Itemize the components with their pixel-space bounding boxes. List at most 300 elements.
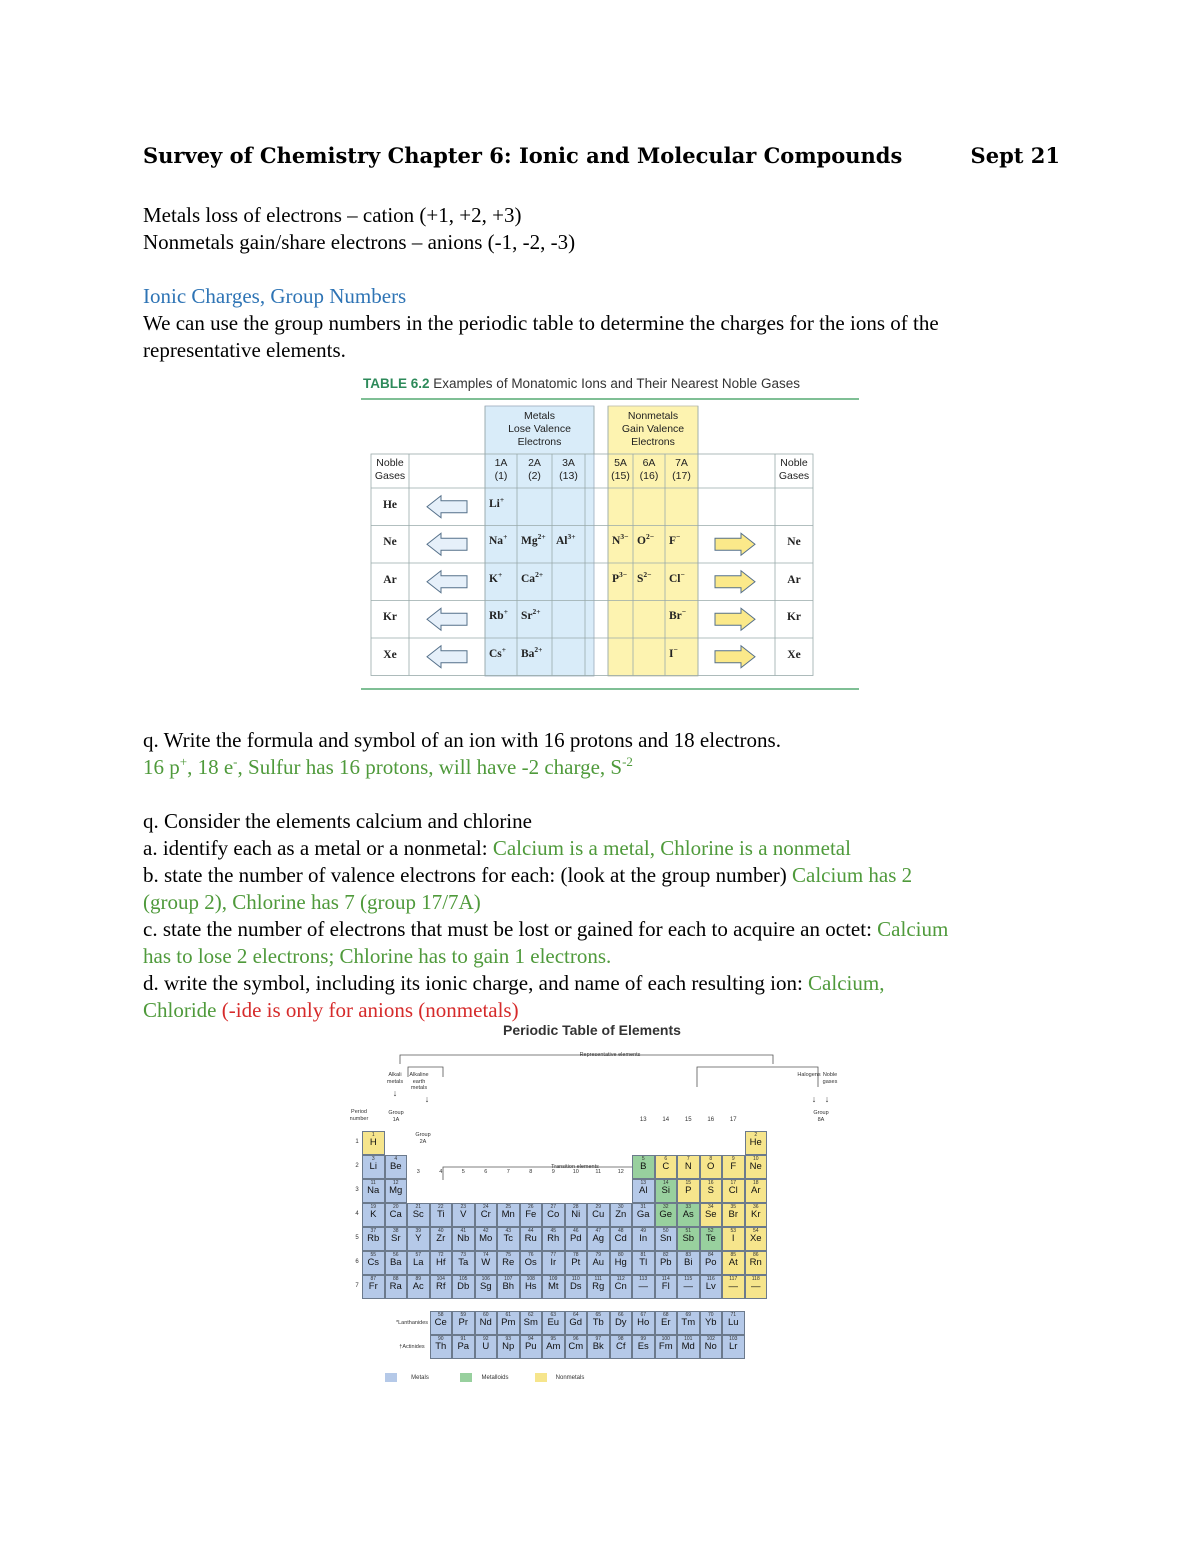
element-26 (520, 1203, 543, 1227)
element-80 (610, 1251, 633, 1275)
atomic-number: 2 (754, 1132, 758, 1138)
atomic-number: 49 (640, 1228, 647, 1234)
atomic-number: 106 (481, 1276, 490, 1282)
element-28 (565, 1203, 588, 1227)
atomic-number: 23 (460, 1204, 467, 1210)
element-symbol: Kr (751, 1209, 761, 1220)
element-104 (430, 1275, 453, 1299)
element-symbol: Sg (479, 1281, 492, 1292)
atomic-number: 102 (706, 1336, 715, 1342)
element-49 (632, 1227, 655, 1251)
element-86 (745, 1251, 768, 1275)
element-symbol: Lv (705, 1281, 716, 1292)
element-symbol: W (481, 1257, 491, 1268)
element-symbol: Eu (547, 1317, 560, 1328)
element-44 (520, 1227, 543, 1251)
element-symbol: Ir (550, 1257, 557, 1268)
atomic-number: 93 (505, 1336, 512, 1342)
period-number-label: Period number (349, 1109, 369, 1122)
ion-charge: − (673, 644, 678, 654)
f-block-element (632, 1311, 655, 1335)
element-45 (542, 1227, 565, 1251)
element-symbol: Sn (659, 1233, 672, 1244)
element-symbol: Tb (592, 1317, 604, 1328)
f-block-element (565, 1335, 588, 1359)
element-symbol: Nb (457, 1233, 470, 1244)
ion-na (489, 532, 508, 548)
atomic-number: 104 (436, 1276, 445, 1282)
atomic-number: 57 (415, 1252, 422, 1258)
atomic-number: 96 (572, 1336, 579, 1342)
element-52 (700, 1227, 723, 1251)
element-73 (452, 1251, 475, 1275)
element-symbol: N (684, 1161, 692, 1172)
element-symbol: Cd (614, 1233, 627, 1244)
atomic-number: 64 (572, 1312, 579, 1318)
element-symbol: Zn (615, 1209, 627, 1220)
atomic-number: 46 (572, 1228, 579, 1234)
periodic-table-figure (340, 1022, 860, 1392)
element-54 (745, 1227, 768, 1251)
group-header-1a: 1A (1) (494, 457, 508, 482)
element-symbol: Sb (682, 1233, 695, 1244)
ion-symbol: Sr (521, 610, 533, 623)
element-symbol: Ni (571, 1209, 581, 1220)
ion-s (637, 569, 652, 585)
element-109 (542, 1275, 565, 1299)
element-symbol: Sr (391, 1233, 401, 1244)
element-89 (407, 1275, 430, 1299)
f-block-element (700, 1335, 723, 1359)
element-symbol: Xe (749, 1233, 762, 1244)
atomic-number: 71 (730, 1312, 737, 1318)
element-symbol: Ds (569, 1281, 582, 1292)
q2-c-answer-2: has to lose 2 electrons; Chlorine has to gain 1 electrons. (143, 944, 612, 968)
q2-b-answer-1: Calcium has 2 (792, 863, 913, 887)
element-46 (565, 1227, 588, 1251)
legend-label-metalloids: Metalloids (481, 1375, 509, 1381)
atomic-number: 75 (505, 1252, 512, 1258)
element-symbol: Fm (658, 1341, 673, 1352)
element-29 (587, 1203, 610, 1227)
ion-symbol: N (612, 535, 621, 548)
ion-charge: + (497, 569, 503, 579)
f-block-element (452, 1335, 475, 1359)
element-symbol: Br (728, 1209, 738, 1220)
element-37 (362, 1227, 385, 1251)
atomic-number: 37 (370, 1228, 377, 1234)
atomic-number: 89 (415, 1276, 422, 1282)
element-symbol: Hs (524, 1281, 537, 1292)
atomic-number: 45 (550, 1228, 557, 1234)
atomic-number: 39 (415, 1228, 422, 1234)
q1-answer (143, 754, 633, 781)
group-9-label: 9 (551, 1169, 555, 1175)
group-3-label: 3 (416, 1169, 420, 1175)
atomic-number: 13 (640, 1180, 647, 1186)
atomic-number: 29 (595, 1204, 602, 1210)
atomic-number: 22 (437, 1204, 444, 1210)
intro-metals: Metals loss of electrons – cation (+1, +2, +3) (143, 203, 522, 227)
ion-symbol: Cl (669, 572, 681, 585)
group-6-label: 6 (484, 1169, 488, 1175)
element-symbol: K (370, 1209, 377, 1220)
atomic-number: 65 (595, 1312, 602, 1318)
element-41 (452, 1227, 475, 1251)
element-symbol: Pa (457, 1341, 470, 1352)
ion-sr (521, 607, 541, 623)
element-symbol: Po (704, 1257, 717, 1268)
group-4-label: 4 (439, 1169, 443, 1175)
legend-label-nonmetals: Nonmetals (555, 1375, 585, 1381)
ion-charge: + (501, 644, 507, 654)
element-symbol: Ru (524, 1233, 537, 1244)
q2-b (143, 862, 912, 889)
element-symbol: Cf (616, 1341, 626, 1352)
element-symbol: Bi (684, 1257, 693, 1268)
element-39 (407, 1227, 430, 1251)
element-111 (587, 1275, 610, 1299)
q2-d-answer-line (143, 997, 519, 1024)
element-10 (745, 1155, 768, 1179)
f-block-element (677, 1311, 700, 1335)
alkali-arrow-icon: ↓ (392, 1088, 398, 1098)
atomic-number: 10 (752, 1156, 759, 1162)
atomic-number: 92 (482, 1336, 489, 1342)
element-symbol: Lu (727, 1317, 739, 1328)
atomic-number: 48 (617, 1228, 624, 1234)
element-symbol: Li (369, 1161, 377, 1172)
period-1-number: 1 (355, 1139, 359, 1145)
element-symbol: Au (592, 1257, 605, 1268)
element-85 (722, 1251, 745, 1275)
element-13 (632, 1179, 655, 1203)
element-symbol: Sc (412, 1209, 424, 1220)
atomic-number: 5 (641, 1156, 645, 1162)
legend-label-metals: Metals (411, 1375, 429, 1381)
element-symbol: O (707, 1161, 715, 1172)
atomic-number: 52 (707, 1228, 714, 1234)
element-symbol: Lr (729, 1341, 738, 1352)
element-43 (497, 1227, 520, 1251)
element-118 (745, 1275, 768, 1299)
q2-c-question: c. state the number of electrons that must be lost or gained for each to acquire an octet: (143, 917, 878, 941)
f-block-element (610, 1335, 633, 1359)
representative-label: Representative elements (579, 1052, 641, 1058)
atomic-number: 41 (460, 1228, 467, 1234)
atomic-number: 17 (730, 1180, 737, 1186)
element-symbol: Ar (751, 1185, 761, 1196)
ion-symbol: K (489, 572, 498, 585)
right-arrow-icon (715, 608, 755, 630)
element-20 (385, 1203, 408, 1227)
element-symbol: Te (705, 1233, 716, 1244)
group-8-label: 8 (529, 1169, 533, 1175)
element-114 (655, 1275, 678, 1299)
element-symbol: Bk (592, 1341, 604, 1352)
element-4 (385, 1155, 408, 1179)
element-symbol: — (751, 1281, 761, 1292)
element-51 (677, 1227, 700, 1251)
atomic-number: 24 (482, 1204, 489, 1210)
ion-charge: − (680, 569, 685, 579)
atomic-number: 34 (707, 1204, 714, 1210)
f-block-element (610, 1311, 633, 1335)
element-symbol: Mt (547, 1281, 559, 1292)
ion-symbol: I (669, 647, 674, 660)
element-symbol: P (685, 1185, 692, 1196)
ion-mg (521, 532, 546, 548)
element-symbol: Cn (614, 1281, 627, 1292)
element-7 (677, 1155, 700, 1179)
element-symbol: Cm (568, 1341, 584, 1352)
atomic-number: 85 (730, 1252, 737, 1258)
q2-d-answer-2: Chloride (143, 998, 222, 1022)
atomic-number: 97 (595, 1336, 602, 1342)
element-110 (565, 1275, 588, 1299)
element-symbol: Ta (458, 1257, 469, 1268)
atomic-number: 101 (684, 1336, 693, 1342)
period-2-number: 2 (355, 1163, 359, 1169)
element-symbol: No (704, 1341, 717, 1352)
atomic-number: 35 (730, 1204, 737, 1210)
q1-question: q. Write the formula and symbol of an ion with 16 protons and 18 electrons. (143, 728, 781, 752)
atomic-number: 20 (392, 1204, 399, 1210)
element-116 (700, 1275, 723, 1299)
q2-b-question: b. state the number of valence electrons for each: (look at the group number) (143, 863, 793, 887)
noble-gas-he: He (382, 498, 398, 511)
atomic-number: 107 (504, 1276, 513, 1282)
element-106 (475, 1275, 498, 1299)
element-symbol: Tc (503, 1233, 513, 1244)
element-symbol: Cl (728, 1185, 738, 1196)
table-caption-label: TABLE 6.2 (363, 376, 430, 391)
group-16-label: 16 (707, 1117, 715, 1123)
element-symbol: I (731, 1233, 735, 1244)
atomic-number: 83 (685, 1252, 692, 1258)
f-block-element (430, 1335, 453, 1359)
element-symbol: Fl (661, 1281, 670, 1292)
ion-symbol: Na (489, 535, 504, 548)
atomic-number: 82 (662, 1252, 669, 1258)
element-symbol: U (482, 1341, 490, 1352)
ion-symbol: Ca (521, 572, 536, 585)
element-symbol: In (639, 1233, 648, 1244)
element-72 (430, 1251, 453, 1275)
group-10-label: 10 (572, 1169, 579, 1175)
element-8 (700, 1155, 723, 1179)
f-block-element (452, 1311, 475, 1335)
ion-symbol: P (612, 572, 620, 585)
atomic-number: 28 (572, 1204, 579, 1210)
atomic-number: 90 (437, 1336, 444, 1342)
atomic-number: 11 (370, 1180, 376, 1186)
group-5-label: 5 (461, 1169, 465, 1175)
atomic-number: 68 (662, 1312, 669, 1318)
atomic-number: 81 (640, 1252, 647, 1258)
page-title: Survey of Chemistry Chapter 6: Ionic and Molecular Compounds (143, 143, 903, 168)
atomic-number: 108 (526, 1276, 535, 1282)
element-74 (475, 1251, 498, 1275)
element-symbol: C (662, 1161, 670, 1172)
element-symbol: At (728, 1257, 738, 1268)
nonmetals-header: Nonmetals Gain Valence Electrons (621, 410, 685, 448)
element-24 (475, 1203, 498, 1227)
atomic-number: 98 (617, 1336, 624, 1342)
atomic-number: 56 (392, 1252, 399, 1258)
noble-gases-header-right: Noble Gases (778, 457, 810, 482)
period-7-number: 7 (355, 1283, 359, 1289)
element-14 (655, 1179, 678, 1203)
atomic-number: 80 (617, 1252, 624, 1258)
atomic-number: 118 (751, 1276, 760, 1282)
atomic-number: 50 (662, 1228, 669, 1234)
group-header-5a: 5A (15) (611, 457, 630, 482)
f-block-element (632, 1335, 655, 1359)
element-symbol: — (728, 1281, 738, 1292)
group-13-label: 13 (639, 1117, 647, 1123)
ion-charge: − (681, 607, 687, 617)
atomic-number: 43 (505, 1228, 512, 1234)
f-block-element (542, 1311, 565, 1335)
element-112 (610, 1275, 633, 1299)
group-2a-label: Group 2A (415, 1132, 431, 1145)
atomic-number: 32 (662, 1204, 669, 1210)
element-5 (632, 1155, 655, 1179)
section-heading: Ionic Charges, Group Numbers (143, 284, 407, 308)
element-12 (385, 1179, 408, 1203)
noble-gas-xe: Xe (383, 648, 397, 661)
ion-charge: 2− (643, 569, 652, 579)
element-78 (565, 1251, 588, 1275)
right-arrow-icon (715, 646, 755, 668)
f-block-element (497, 1311, 520, 1335)
element-108 (520, 1275, 543, 1299)
element-79 (587, 1251, 610, 1275)
atomic-number: 36 (752, 1204, 759, 1210)
element-symbol: F (730, 1161, 737, 1172)
element-symbol: Fr (368, 1281, 378, 1292)
atomic-number: 60 (482, 1312, 489, 1318)
f-block-element (722, 1311, 745, 1335)
element-symbol: Al (639, 1185, 648, 1196)
element-symbol: Gd (569, 1317, 583, 1328)
element-55 (362, 1251, 385, 1275)
atomic-number: 109 (549, 1276, 558, 1282)
atomic-number: 1 (371, 1132, 375, 1138)
f-block-element (587, 1311, 610, 1335)
ion-charge: 3− (619, 569, 628, 579)
atomic-number: 59 (460, 1312, 467, 1318)
element-84 (700, 1251, 723, 1275)
title-row (143, 143, 1060, 179)
f-block-element (655, 1335, 678, 1359)
element-6 (655, 1155, 678, 1179)
q1-answer-sup-b: - (233, 754, 238, 769)
atomic-number: 15 (685, 1180, 692, 1186)
left-arrow-icon (427, 496, 467, 518)
element-symbol: Co (547, 1209, 560, 1220)
element-symbol: Ga (636, 1209, 650, 1220)
element-17 (722, 1179, 745, 1203)
element-88 (385, 1275, 408, 1299)
atomic-number: 76 (527, 1252, 534, 1258)
ion-cl (669, 569, 685, 585)
element-symbol: Ti (436, 1209, 445, 1220)
ion-o (637, 532, 654, 548)
noble-gases-header-left: Noble Gases (374, 457, 406, 482)
atomic-number: 55 (370, 1252, 377, 1258)
atomic-number: 117 (729, 1276, 738, 1282)
ion-charge: 2+ (535, 569, 544, 579)
atomic-number: 53 (730, 1228, 737, 1234)
atomic-number: 84 (707, 1252, 714, 1258)
ion-k (489, 569, 503, 585)
group-12-label: 12 (617, 1169, 624, 1175)
element-symbol: S (707, 1185, 714, 1196)
noble-gas-kr: Kr (382, 611, 398, 624)
noble-label: Noble gases (822, 1072, 838, 1085)
atomic-number: 3 (371, 1156, 375, 1162)
atomic-number: 69 (685, 1312, 692, 1318)
element-symbol: Y (415, 1233, 422, 1244)
halogen-arrow-icon: ↓ (811, 1094, 817, 1104)
atomic-number: 62 (527, 1312, 534, 1318)
element-symbol: Zr (436, 1233, 446, 1244)
element-symbol: Cu (592, 1209, 605, 1220)
element-30 (610, 1203, 633, 1227)
atomic-number: 9 (731, 1156, 735, 1162)
element-87 (362, 1275, 385, 1299)
transition-label: Transition elements (551, 1164, 599, 1170)
left-arrow-icon (427, 646, 467, 668)
atomic-number: 30 (617, 1204, 624, 1210)
element-symbol: Nd (479, 1317, 492, 1328)
f-block-element (722, 1335, 745, 1359)
atomic-number: 94 (527, 1336, 534, 1342)
page-date: Sept 21 (970, 143, 1060, 168)
element-symbol: Cs (367, 1257, 380, 1268)
atomic-number: 4 (394, 1156, 398, 1162)
element-3 (362, 1155, 385, 1179)
q1-answer-sup-c: -2 (622, 754, 633, 769)
element-symbol: Ce (434, 1317, 447, 1328)
element-symbol: Ra (389, 1281, 402, 1292)
element-symbol: Ho (637, 1317, 650, 1328)
element-symbol: Os (524, 1257, 537, 1268)
group-8a-label: Group 8A (813, 1110, 829, 1123)
halogens-label: Halogens (797, 1072, 821, 1078)
ion-al (556, 532, 576, 548)
ion-charge: + (503, 607, 508, 617)
element-symbol: Rb (367, 1233, 380, 1244)
element-36 (745, 1203, 768, 1227)
atomic-number: 115 (684, 1276, 693, 1282)
element-107 (497, 1275, 520, 1299)
element-35 (722, 1203, 745, 1227)
q2-d-answer-1: Calcium, (808, 971, 885, 995)
section-body-1: We can use the group numbers in the periodic table to determine the charges for the ions of the (143, 311, 939, 335)
ion-cs (489, 644, 507, 660)
element-48 (610, 1227, 633, 1251)
period-6-number: 6 (355, 1259, 359, 1265)
atomic-number: 12 (392, 1180, 399, 1186)
q1-answer-part-c: , Sulfur has 16 protons, will have -2 charge, S (237, 755, 623, 779)
element-16 (700, 1179, 723, 1203)
period-3-number: 3 (355, 1187, 359, 1193)
atomic-number: 79 (595, 1252, 602, 1258)
atomic-number: 114 (661, 1276, 670, 1282)
